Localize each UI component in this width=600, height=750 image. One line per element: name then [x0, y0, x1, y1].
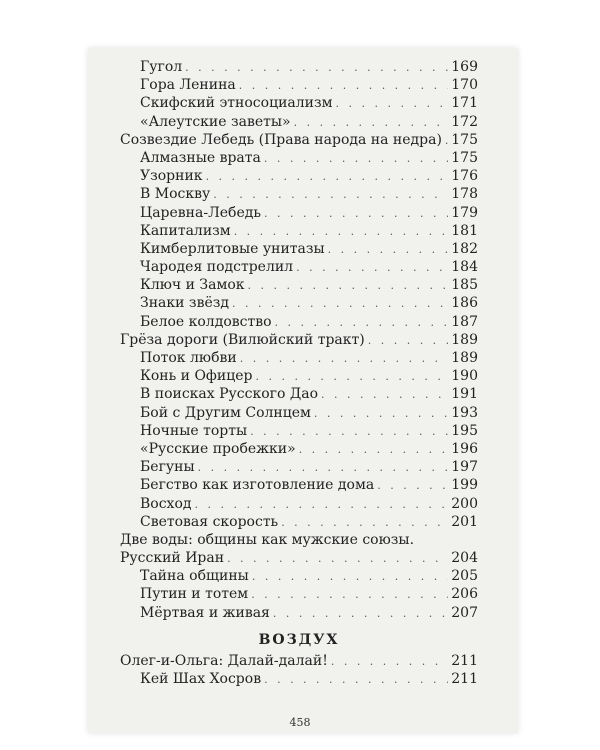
toc-entry-title: Бой с Другим Солнцем — [140, 404, 311, 421]
dot-leader — [331, 653, 448, 671]
section-heading: ВОЗДУХ — [258, 631, 340, 648]
toc-entry — [120, 567, 478, 585]
toc-entry-title: «Русские пробежки» — [140, 440, 296, 457]
toc-entry-page: 211 — [451, 652, 478, 669]
toc-entry — [120, 167, 478, 185]
toc-entry-title: Олег-и-Ольга: Далай-далай! — [120, 652, 328, 669]
toc-entry — [120, 204, 478, 222]
toc-entry-title: В Москву — [140, 186, 211, 203]
toc-entry — [120, 222, 478, 240]
toc-entry-title: Бегуны — [140, 459, 195, 476]
toc-entry-page: 204 — [451, 550, 478, 567]
dot-leader — [198, 459, 449, 477]
toc-entry — [120, 385, 478, 403]
toc-entry — [120, 331, 478, 349]
toc-entry — [120, 531, 478, 549]
toc-entry — [120, 349, 478, 367]
dot-leader — [251, 586, 448, 604]
toc-entry — [120, 185, 478, 203]
toc-entry — [120, 294, 478, 312]
toc-entry — [120, 422, 478, 440]
dot-leader — [336, 95, 449, 113]
dot-leader — [239, 77, 449, 95]
toc-entry-title: Кимберлитовые унитазы — [140, 240, 325, 257]
toc-entry-title: Две воды: общины как мужские союзы. — [120, 531, 415, 548]
dot-leader — [232, 295, 448, 313]
toc-entry-title: Ключ и Замок — [140, 277, 245, 294]
toc-entry-title: Царевна-Лебедь — [140, 204, 262, 221]
toc-entry-title: Восход — [140, 495, 192, 512]
toc-entry-page: 170 — [451, 77, 478, 94]
toc-entry-title: В поисках Русского Дао — [140, 386, 319, 403]
dot-leader — [275, 314, 449, 332]
dot-leader — [234, 223, 449, 241]
dot-leader — [206, 168, 449, 186]
toc-entry — [120, 604, 478, 622]
toc-entry — [120, 94, 478, 112]
toc-entry-page: 169 — [451, 59, 478, 75]
toc-entry — [120, 58, 478, 76]
toc-entry-title: Русский Иран — [120, 550, 225, 567]
dot-leader — [252, 568, 448, 586]
toc-entry-title: Световая скорость — [140, 513, 279, 530]
toc-entry-page: 181 — [451, 222, 478, 239]
toc-entry-title: Узорник — [140, 168, 203, 185]
dot-leader — [213, 186, 448, 204]
toc-entry-title: Ночные торты — [140, 422, 248, 439]
toc-entry-page: 175 — [451, 131, 478, 148]
toc-entry-title: Конь и Офицер — [140, 368, 253, 385]
toc-entry-page: 191 — [451, 386, 478, 403]
dot-leader — [299, 441, 449, 459]
toc-entry — [120, 76, 478, 94]
toc-entry-page: 189 — [451, 350, 478, 366]
dot-leader — [294, 114, 449, 132]
toc-entry-page: 184 — [451, 259, 478, 276]
table-of-contents — [120, 58, 478, 688]
toc-entry — [120, 404, 478, 422]
toc-entry — [120, 440, 478, 458]
toc-entry — [120, 476, 478, 494]
dot-leader — [240, 350, 449, 368]
toc-entry-title: Путин и тотем — [140, 586, 249, 603]
dot-leader — [273, 605, 448, 623]
toc-entry — [120, 258, 478, 276]
dot-leader — [368, 332, 449, 350]
dot-leader — [195, 496, 449, 514]
toc-entry — [120, 513, 478, 531]
toc-entry-page: 201 — [451, 513, 478, 530]
dot-leader — [328, 241, 449, 259]
toc-entry — [120, 652, 478, 670]
toc-entry-title: Поток любви — [140, 350, 237, 366]
toc-entry-title: Гугол — [140, 59, 183, 75]
dot-leader — [445, 132, 448, 150]
dot-leader — [264, 150, 448, 168]
dot-leader — [255, 368, 448, 386]
toc-entry — [120, 367, 478, 385]
toc-entry — [120, 240, 478, 258]
toc-entry — [120, 131, 478, 149]
toc-entry-title: Кей Шах Хосров — [140, 671, 262, 687]
toc-entry — [120, 670, 478, 688]
toc-entry — [120, 458, 478, 476]
toc-entry-page: 190 — [451, 368, 478, 385]
toc-entry-title: Грёза дороги (Вилюйский тракт) — [120, 331, 365, 348]
toc-entry-page: 182 — [451, 240, 478, 257]
toc-entry — [120, 495, 478, 513]
toc-entry-page: 197 — [451, 459, 478, 476]
toc-entry-page: 193 — [451, 404, 478, 421]
dot-leader — [248, 277, 449, 295]
toc-entry-page: 189 — [451, 331, 478, 348]
toc-entry-page: 205 — [451, 568, 478, 585]
toc-entry — [120, 549, 478, 567]
toc-entry-page: 185 — [451, 277, 478, 294]
toc-entry-page: 176 — [451, 168, 478, 185]
dot-leader — [281, 514, 448, 532]
toc-entry-title: Мёртвая и живая — [140, 604, 270, 621]
toc-entry-title: Алмазные врата — [140, 149, 261, 166]
toc-entry — [120, 276, 478, 294]
toc-entry-title: Гора Ленина — [140, 77, 236, 94]
toc-entry-page: 195 — [451, 422, 478, 439]
dot-leader — [296, 259, 448, 277]
toc-entry-title: Созвездие Лебедь (Права народа на недра) — [120, 131, 442, 148]
toc-entry-page: 178 — [451, 186, 478, 203]
toc-entry — [120, 113, 478, 131]
toc-entry-title: «Алеутские заветы» — [140, 113, 291, 130]
toc-entry-page: 186 — [451, 295, 478, 312]
dot-leader — [377, 477, 448, 495]
toc-entry-title: Тайна общины — [140, 568, 249, 585]
toc-entry-page: 171 — [451, 95, 478, 112]
dot-leader — [264, 671, 448, 689]
dot-leader — [185, 59, 448, 77]
dot-leader — [250, 423, 448, 441]
toc-entry-title: Знаки звёзд — [140, 295, 229, 312]
toc-entry-page: 200 — [451, 495, 478, 512]
toc-entry-page: 175 — [451, 149, 478, 166]
toc-entry-page: 199 — [451, 477, 478, 494]
dot-leader — [314, 405, 448, 423]
toc-entry-page: 187 — [451, 313, 478, 330]
toc-entry-page: 211 — [451, 671, 478, 687]
dot-leader — [321, 386, 448, 404]
toc-entry-page: 196 — [451, 440, 478, 457]
dot-leader — [264, 205, 448, 223]
toc-entry-title: Белое колдовство — [140, 313, 272, 330]
toc-entry — [120, 585, 478, 603]
toc-entry-title: Скифский этносоциализм — [140, 95, 333, 112]
toc-entry — [120, 313, 478, 331]
toc-entry-title: Капитализм — [140, 222, 231, 239]
toc-entry-page: 207 — [451, 604, 478, 621]
page-number: 458 — [289, 716, 311, 729]
toc-entry-page: 179 — [451, 204, 478, 221]
toc-entry-title: Бегство как изготовление дома — [140, 477, 375, 494]
dot-leader — [227, 550, 448, 568]
toc-entry-page: 172 — [451, 113, 478, 130]
toc-entry-title: Чародея подстрелил — [140, 259, 294, 276]
toc-entry-page: 206 — [451, 586, 478, 603]
toc-entry — [120, 149, 478, 167]
